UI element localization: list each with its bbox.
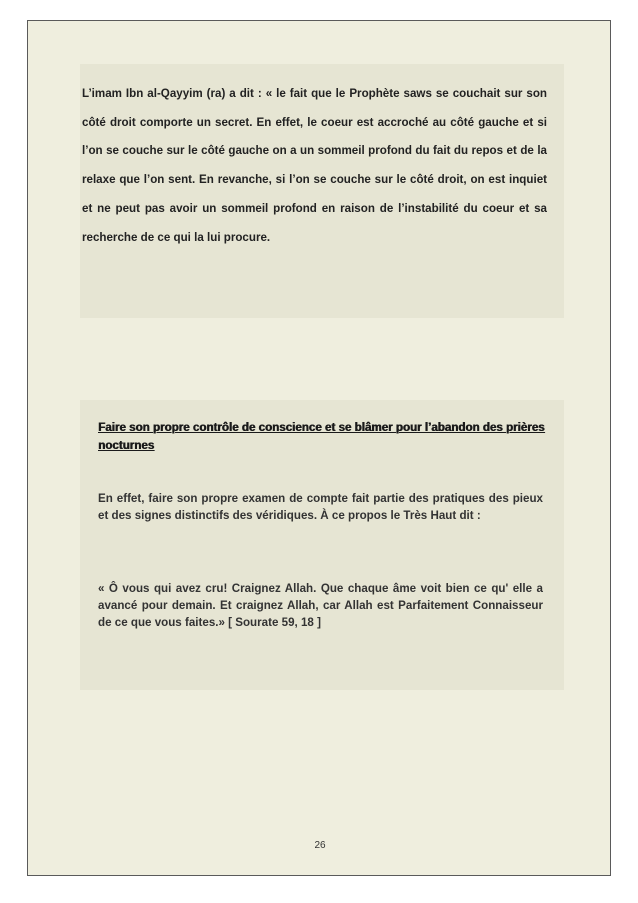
quran-quote: « Ô vous qui avez cru! Craignez Allah. Que chaque âme voit bien ce qu' elle a avancé pour demain. Et craignez Allah, car Allah est Parfaitement Connaisseur de ce que vous faites.» [ Sourate 59, 18 ] xyxy=(98,582,543,629)
page-number: 26 xyxy=(314,840,326,851)
section-heading: Faire son propre contrôle de conscience et se blâmer pour l’abandon des prières nocturnes xyxy=(98,421,545,452)
ibn-qayyim-paragraph: L’imam Ibn al-Qayyim (ra) a dit : « le fait que le Prophète saws se couchait sur son côté droit comporte un secret. En effet, le coeur est accroché au côté gauche et si l’on se couche sur le côté gauche on a un sommeil profond du fait du repos et de la relaxe que l’on sent. En revanche, si l’on se couche sur le côté droit, on est inquiet et ne peut pas avoir un sommeil profond en raison de l’instabilité du coeur et sa recherche de ce qui la lui procure. xyxy=(82,87,547,244)
self-examination-paragraph: En effet, faire son propre examen de compte fait partie des pratiques des pieux et des signes distinctifs des véridiques. À ce propos le Très Haut dit : xyxy=(98,492,543,522)
